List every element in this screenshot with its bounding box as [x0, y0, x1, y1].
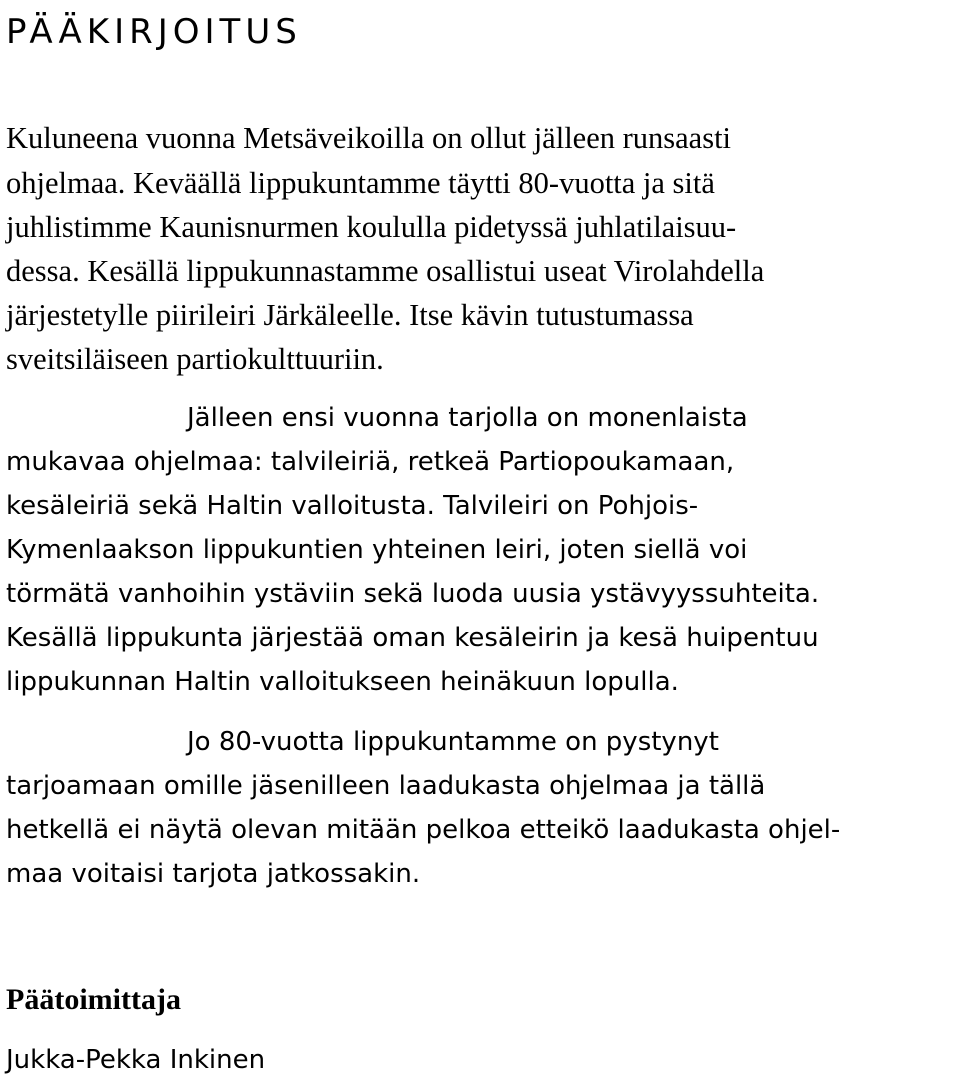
- paragraph-2-line: lippukunnan Haltin valloitukseen heinäkuun lopulla.: [6, 667, 679, 697]
- paragraph-1-line: ohjelmaa. Keväällä lippukuntamme täytti 80-vuotta ja sitä: [6, 166, 715, 200]
- paragraph-2-line: Kymenlaakson lippukuntien yhteinen leiri, joten siellä voi: [6, 535, 748, 565]
- paragraph-2-line: Jälleen ensi vuonna tarjolla on monenlaista: [187, 403, 748, 433]
- paragraph-3-line: maa voitaisi tarjota jatkossakin.: [6, 859, 421, 889]
- paragraph-2-line: kesäleiriä sekä Haltin valloitusta. Talvileiri on Pohjois-: [6, 491, 699, 521]
- signature-name: Jukka-Pekka Inkinen: [6, 1045, 266, 1075]
- paragraph-1-line: juhlistimme Kaunisnurmen koululla pidetyssä juhlatilaisuu-: [6, 210, 737, 244]
- paragraph-1-line: sveitsiläiseen partiokulttuuriin.: [6, 342, 384, 376]
- paragraph-3-line: tarjoamaan omille jäsenilleen laadukasta ohjelmaa ja tällä: [6, 771, 766, 801]
- paragraph-2-line: Kesällä lippukunta järjestää oman kesäleirin ja kesä huipentuu: [6, 623, 819, 653]
- paragraph-2-line: törmätä vanhoihin ystäviin sekä luoda uusia ystävyyssuhteita.: [6, 579, 820, 609]
- signature-role: Päätoimittaja: [6, 983, 181, 1016]
- paragraph-2-line: mukavaa ohjelmaa: talvileiriä, retkeä Partiopoukamaan,: [6, 447, 735, 477]
- page-title: PÄÄKIRJOITUS: [6, 12, 302, 52]
- paragraph-3-line: Jo 80-vuotta lippukuntamme on pystynyt: [187, 727, 719, 757]
- paragraph-3-line: hetkellä ei näytä olevan mitään pelkoa etteikö laadukasta ohjel-: [6, 815, 841, 845]
- paragraph-1-line: dessa. Kesällä lippukunnastamme osallistui useat Virolahdella: [6, 254, 765, 288]
- paragraph-1-line: Kuluneena vuonna Metsäveikoilla on ollut jälleen runsaasti: [6, 121, 732, 155]
- paragraph-1-line: järjestetylle piirileiri Järkäleelle. Itse kävin tutustumassa: [6, 298, 694, 332]
